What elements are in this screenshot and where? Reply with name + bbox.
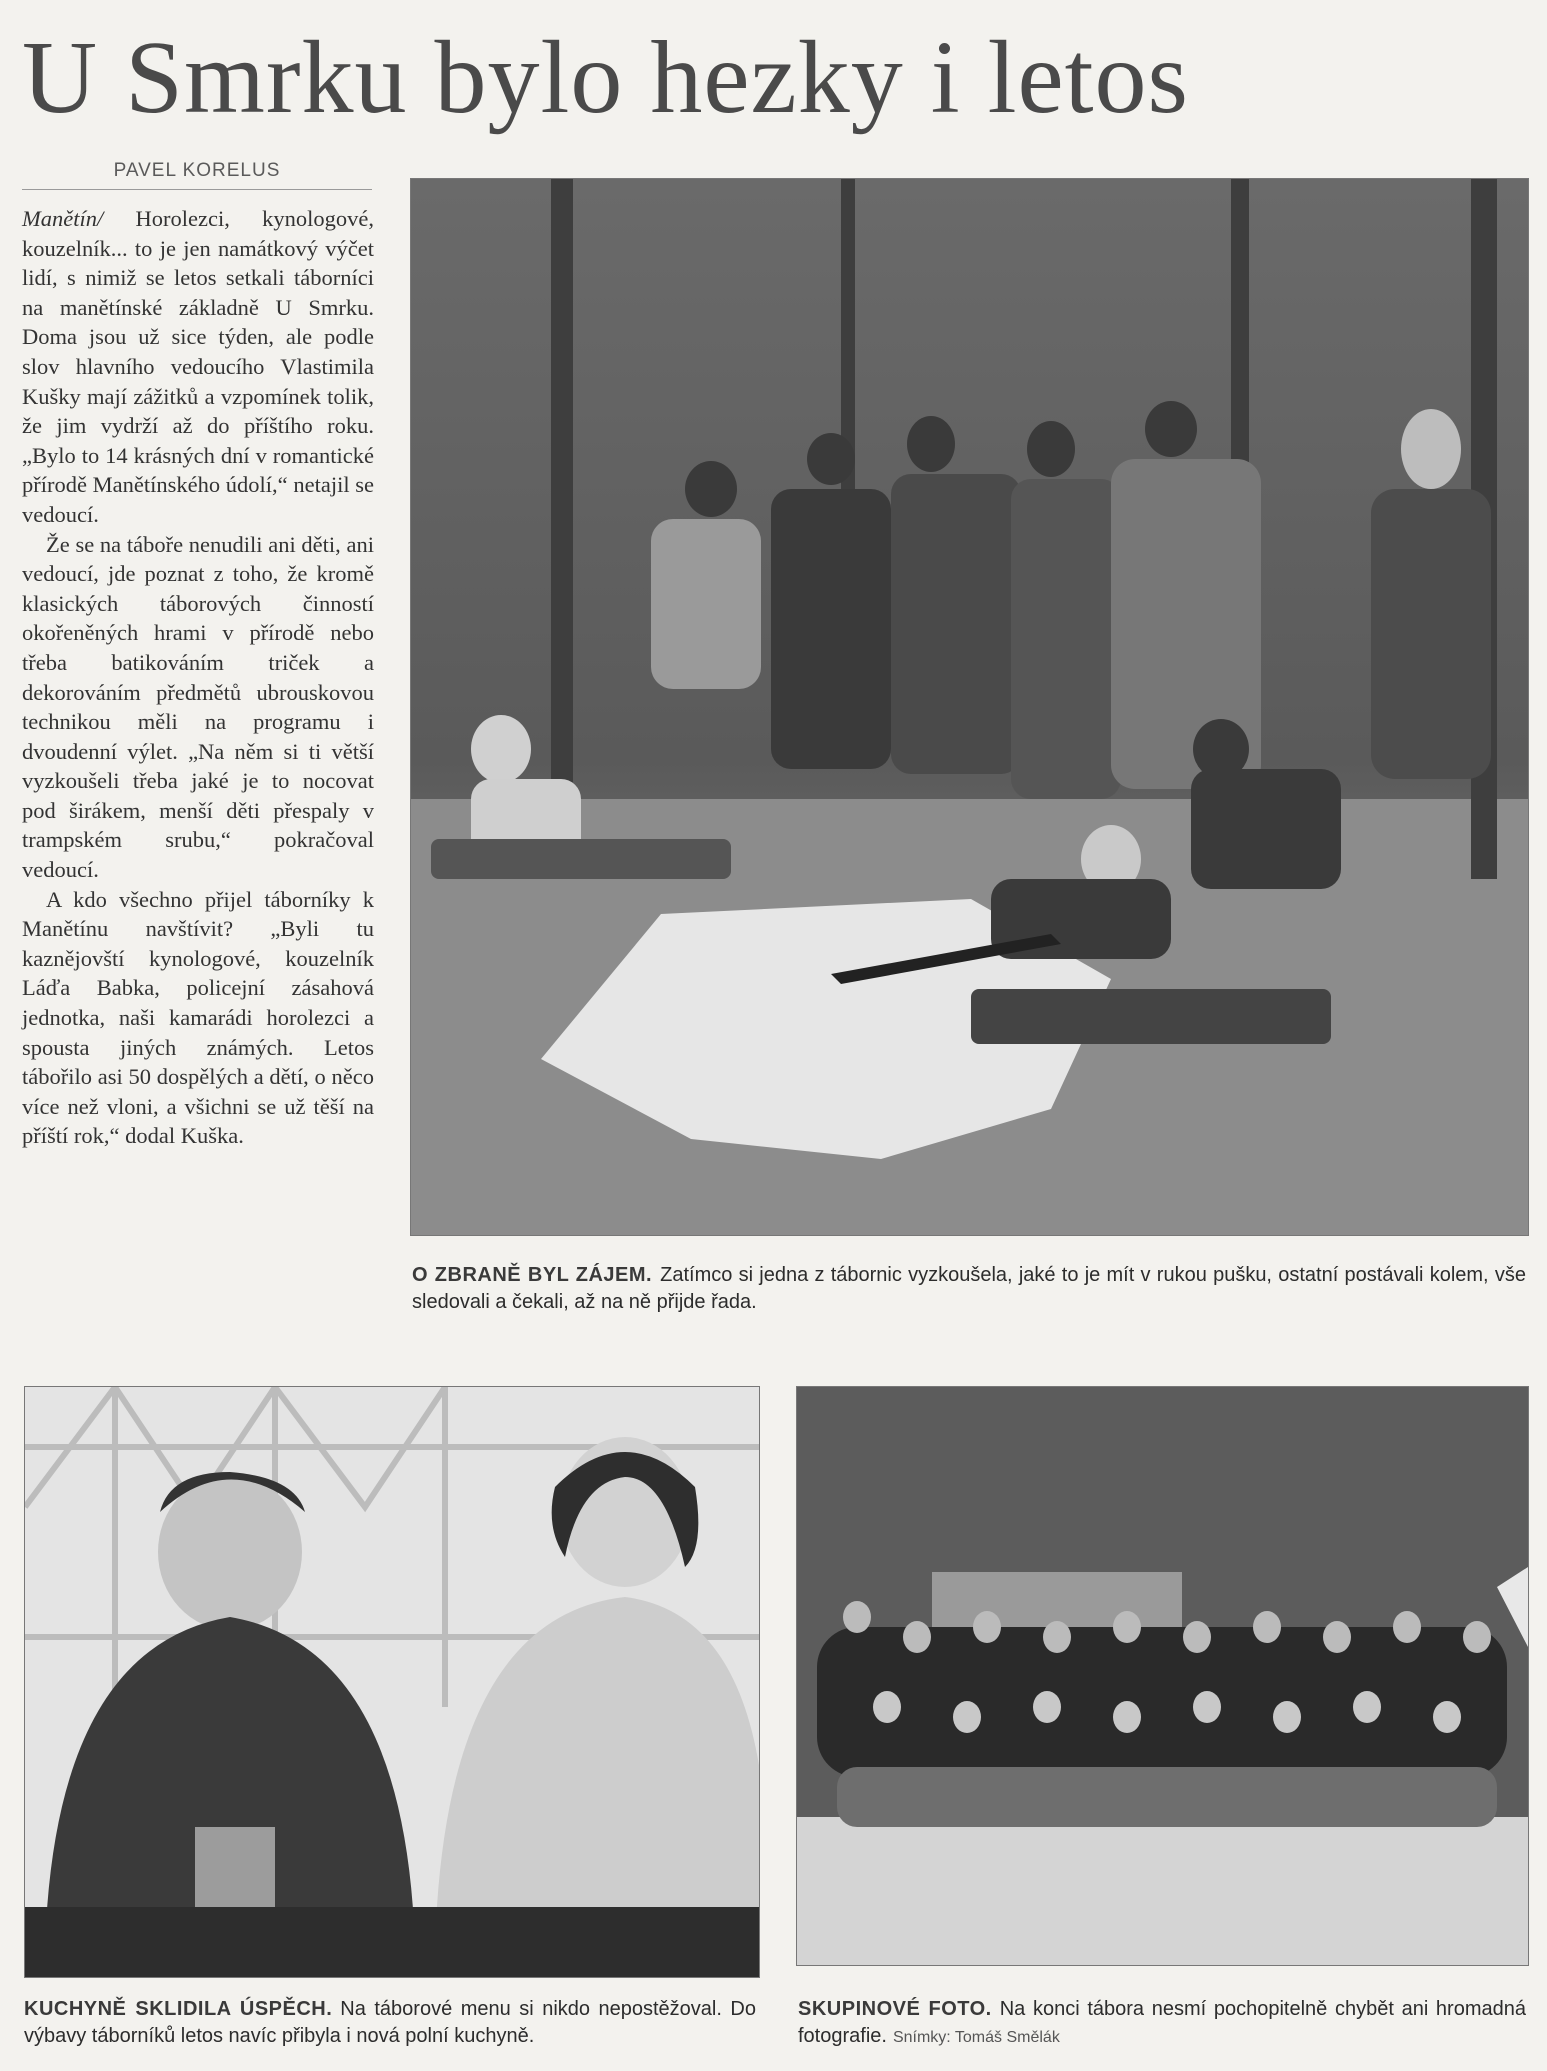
caption-text: Na konci tábora nesmí pochopitelně chybět ani hromadná fotografie. [798, 1998, 1526, 2047]
article-paragraph [22, 204, 374, 530]
caption-text: Na táborové menu si nikdo nepostěžoval. Do výbavy táborníků letos navíc přibyla i nová polní kuchyně. [24, 1998, 756, 2047]
caption-lead: O ZBRANĚ BYL ZÁJEM. [412, 1264, 653, 1286]
photo-credit: Snímky: Tomáš Smělák [892, 2029, 1060, 2046]
group-photo-caption [798, 1996, 1526, 2051]
caption-lead: SKUPINOVÉ FOTO. [798, 1998, 992, 2020]
caption-lead: KUCHYNĚ SKLIDILA ÚSPĚCH. [24, 1998, 333, 2020]
article-paragraph: Že se na táboře nenudili ani děti, ani vedoucí, jde poznat z toho, že kromě klasických táborových činností okořeněných hrami v přírodě nebo třeba batikováním triček a dekorováním předmětů ubrouskovou technikou měli na programu i dvoudenní výlet. „Na něm si ti větší vyzkoušeli třeba jaké je to nocovat pod širákem, menší děti přespaly v trampském srubu,“ pokračoval vedoucí. [22, 531, 374, 883]
byline: PAVEL KORELUS [113, 160, 281, 181]
caption-text: Zatímco si jedna z tábornic vyzkoušela, jaké to je mít v rukou pušku, ostatní postávali kolem, vše sledovali a čekali, až na ně přijde řada. [412, 1264, 1526, 1313]
dateline: Manětín/ [22, 206, 104, 231]
paragraph-text: Horolezci, kynologové, kouzelník... to je jen namátkový výčet lidí, s nimiž se letos setkali táborníci na manětínské základně U Smrku. Doma jsou už sice týden, ale podle slov hlavního vedoucího Vlastimila Kušky mají zážitků a vzpomínek tolik, že jim vydrží až do příštího roku. „Bylo to 14 krásných dní v romantické přírodě Manětínského údolí,“ netajil se vedoucí. [22, 206, 374, 527]
headline: U Smrku bylo hezky i letos [22, 20, 1190, 135]
main-photo-caption [412, 1262, 1526, 1316]
byline-rule [22, 189, 372, 190]
main-photo [410, 178, 1529, 1236]
article-paragraph: A kdo všechno přijel táborníky k Manětínu navštívit? „Byli tu kaznějovští kynologové, kouzelník Láďa Babka, policejní zásahová jednotka, naši kamarádi horolezci a spousta jiných známých. Letos tábořilo asi 50 dospělých a dětí, o něco více než vloni, a všichni se už těší na příští rok,“ dodal Kuška. [22, 886, 374, 1149]
article-body [22, 204, 374, 1151]
group-photo [796, 1386, 1529, 1966]
kitchen-photo [24, 1386, 760, 1978]
kitchen-photo-caption [24, 1996, 756, 2050]
